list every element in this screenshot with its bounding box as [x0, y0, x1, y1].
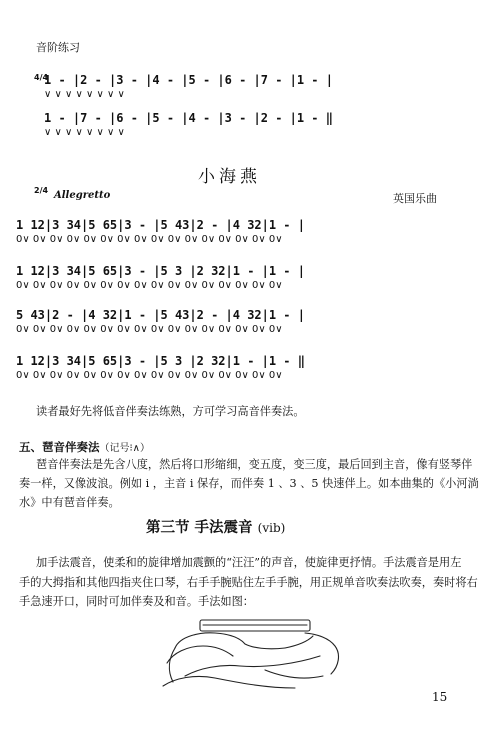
song-row-2-marks: 0∨ 0∨ 0∨ 0∨ 0∨ 0∨ 0∨ 0∨ 0∨ 0∨ 0∨ 0∨ 0∨ 0∨ 0∨ 0∨ [16, 280, 283, 291]
song-row-2 [0, 264, 500, 304]
song-row-4 [0, 354, 500, 394]
section5-line-1: 琶音伴奏法是先含八度，然后将口形缩细，变五度，变三度，最后回到主音，像有竖琴伴 [36, 458, 473, 471]
section5-heading: 五、琶音伴奏法 [19, 440, 100, 454]
section3-title-suffix: (vib) [257, 521, 286, 535]
song-row-1-marks: 0∨ 0∨ 0∨ 0∨ 0∨ 0∨ 0∨ 0∨ 0∨ 0∨ 0∨ 0∨ 0∨ 0∨ 0∨ 0∨ [16, 234, 283, 245]
song-row-3-marks: 0∨ 0∨ 0∨ 0∨ 0∨ 0∨ 0∨ 0∨ 0∨ 0∨ 0∨ 0∨ 0∨ 0∨ 0∨ 0∨ [16, 324, 283, 335]
scale-row-2 [0, 111, 500, 151]
arpeggio-mark-icon: ⁝∧ [129, 443, 140, 454]
section3-title-line [146, 516, 285, 537]
scale-row-1-notes: 1 - |2 - |3 - |4 - |5 - |6 - |7 - |1 - | [44, 73, 333, 87]
song-row-4-marks: 0∨ 0∨ 0∨ 0∨ 0∨ 0∨ 0∨ 0∨ 0∨ 0∨ 0∨ 0∨ 0∨ 0∨ 0∨ 0∨ [16, 370, 283, 381]
song-title: 小海燕 [198, 167, 261, 187]
song-row-4-notes: 1 12|3 34|5 65|3 - |5 3 |2 32|1 - |1 - ‖ [16, 354, 305, 368]
scale-row-1-marks: ∨ ∨ ∨ ∨ ∨ ∨ ∨ ∨ [44, 89, 125, 100]
page-number: 15 [432, 690, 448, 704]
song-row-1 [0, 218, 500, 258]
section5-heading-line [19, 436, 150, 455]
section3-line-3: 手急速开口，同时可加伴奏及和音。手法如图： [19, 595, 254, 608]
section3-line-1: 加手法震音，使柔和的旋律增加震颤的“汪汪”的声音，使旋律更抒情。手法震音是用左 [36, 556, 462, 569]
song-origin: 英国乐曲 [393, 192, 437, 205]
song-time-signature: 2/4 [34, 186, 49, 195]
section5-mark-note: （记号 [99, 443, 130, 454]
section3-title: 第三节 手法震音 [146, 520, 253, 536]
song-row-3 [0, 308, 500, 348]
reader-note: 读者最好先将低音伴奏法练熟，方可学习高音伴奏法。 [36, 405, 305, 418]
scale-practice-label: 音阶练习 [36, 41, 80, 54]
song-row-3-notes: 5 43|2 - |4 32|1 - |5 43|2 - |4 32|1 - | [16, 308, 305, 322]
scale-row-1 [0, 73, 500, 113]
section5-mark-close: ） [140, 443, 150, 454]
song-row-2-notes: 1 12|3 34|5 65|3 - |5 3 |2 32|1 - |1 - | [16, 264, 305, 278]
scale-row-2-notes: 1 - |7 - |6 - |5 - |4 - |3 - |2 - |1 - ‖ [44, 111, 333, 125]
section5-line-3: 水》中有琶音伴奏。 [19, 496, 120, 509]
scale-time-signature: 4/4 [34, 73, 49, 82]
section3-line-2: 手的大拇指和其他四指夹住口琴，右手手腕贴住左手手腕，用正规单音吹奏法吹奏，奏时将右 [19, 576, 478, 589]
song-row-1-notes: 1 12|3 34|5 65|3 - |5 43|2 - |4 32|1 - | [16, 218, 305, 232]
scale-row-2-marks: ∨ ∨ ∨ ∨ ∨ ∨ ∨ ∨ [44, 127, 125, 138]
section5-line-2: 奏一样，又像波浪。例如 i ，主音 i 保存，而伴奏 1 、3 、5 快速伴上。如本曲集的《小河淌 [19, 477, 479, 490]
song-tempo: Allegretto [54, 190, 111, 201]
harmonica-hands-illustration [145, 608, 365, 694]
